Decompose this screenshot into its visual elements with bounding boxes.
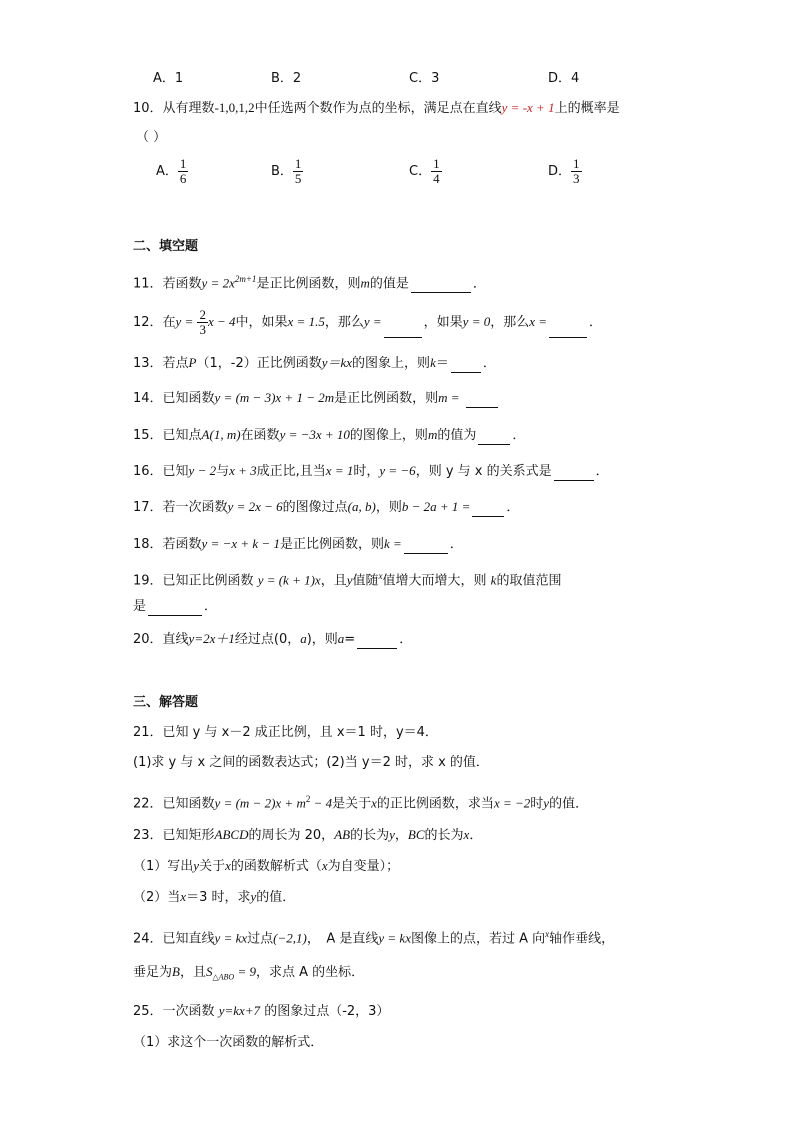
option-a: A．1 <box>153 71 184 86</box>
question-24: 24．已知直线y = kx过点(−2,1)， A 是直线y = kx图像上的点，若过 A 向$^x$轴作垂线， <box>133 929 615 947</box>
answer-blank[interactable] <box>549 323 587 338</box>
question-16: 16．已知y − 2与x + 3成正比,且当x = 1时，y = −6，则 y 与 x 的关系式是 ． <box>133 463 609 479</box>
question-20: 20．直线y=2x＋1经过点(0，a)，则a= ． <box>133 631 413 647</box>
question-19: 19．已知正比例函数 y = (k + 1)x，且y值随$^x$值增大而增大，则 k的取值范围 <box>133 571 562 589</box>
question-23-part-1: （1）写出y关于x的函数解析式（x为自变量）； <box>133 858 400 874</box>
question-21: 21．已知 y 与 x－2 成正比例，且 x＝1 时，y＝4． <box>133 725 438 740</box>
answer-blank[interactable] <box>411 278 471 293</box>
question-24-continued: 垂足为B，且$S_{\triangle ABO} = 9$，求点 A 的坐标． <box>133 964 365 982</box>
answer-blank[interactable] <box>148 601 202 616</box>
question-18: 18．若函数y = −x + k − 1是正比例函数，则k = ． <box>133 536 463 552</box>
answer-blank[interactable] <box>357 634 397 649</box>
question-22: 22．已知函数$y = (m - 2)x + m^2 - 4$是关于x的正比例函数，求当x = −2时y的值． <box>133 794 589 812</box>
question-14: 14．已知函数y = (m − 3)x + 1 − 2m是正比例函数，则m = <box>133 389 500 408</box>
option-c: C．3 <box>409 71 440 86</box>
answer-paren: （ ） <box>136 130 167 145</box>
option-d-fraction: D． $\frac{1}{3}$ <box>548 156 580 186</box>
question-23: 23．已知矩形ABCD的周长为 20，AB的长为y，BC的长为x． <box>133 827 483 843</box>
answer-blank[interactable] <box>554 466 594 481</box>
option-b-fraction: B． $\frac{1}{5}$ <box>271 156 302 186</box>
option-c-fraction: C． $\frac{1}{4}$ <box>409 156 440 186</box>
answer-blank[interactable] <box>472 502 504 517</box>
section-fill-in-heading: 二、填空题 <box>133 239 199 254</box>
question-21-parts: (1)求 y 与 x 之间的函数表达式；(2)当 y＝2 时，求 x 的值． <box>133 755 489 770</box>
question-10: 10．从有理数-1,0,1,2中任选两个数作为点的坐标，满足点在直线y = -x + 1上的概率是 <box>133 100 620 116</box>
question-25-part-1: （1）求这个一次函数的解析式． <box>133 1035 324 1050</box>
question-11: 11．若函数$y = 2x^{2m+1}$是正比例函数，则m的值是 ． <box>133 274 486 292</box>
question-17: 17．若一次函数y = 2x − 6的图像过点(a, b)，则b − 2a + 1 = ． <box>133 499 520 515</box>
option-b: B．2 <box>271 71 302 86</box>
question-12: 12．在y = $\frac{2}{3}$ x − 4中，如果x = 1.5，那么y = ，如果y = 0，那么x = ． <box>133 307 603 337</box>
question-23-part-2: （2）当x＝3 时，求y的值． <box>133 889 296 905</box>
section-solution-heading: 三、解答题 <box>133 695 199 710</box>
answer-blank[interactable] <box>404 539 448 554</box>
question-13: 13．若点P（1，-2）正比例函数y＝kx的图象上，则k＝ ． <box>133 355 496 371</box>
option-d: D．4 <box>548 71 580 86</box>
option-a-fraction: A． $\frac{1}{6}$ <box>156 156 187 186</box>
answer-blank[interactable] <box>384 323 422 338</box>
answer-blank[interactable] <box>451 358 481 373</box>
answer-blank[interactable] <box>478 430 510 445</box>
question-19-continued: 是 ． <box>133 599 218 614</box>
question-25: 25．一次函数 y=kx+7 的图象过点（-2，3） <box>133 1003 390 1019</box>
question-15: 15．已知点A(1, m)在函数y = −3x + 10的图像上，则m的值为 ． <box>133 427 526 443</box>
answer-blank[interactable] <box>466 393 498 408</box>
